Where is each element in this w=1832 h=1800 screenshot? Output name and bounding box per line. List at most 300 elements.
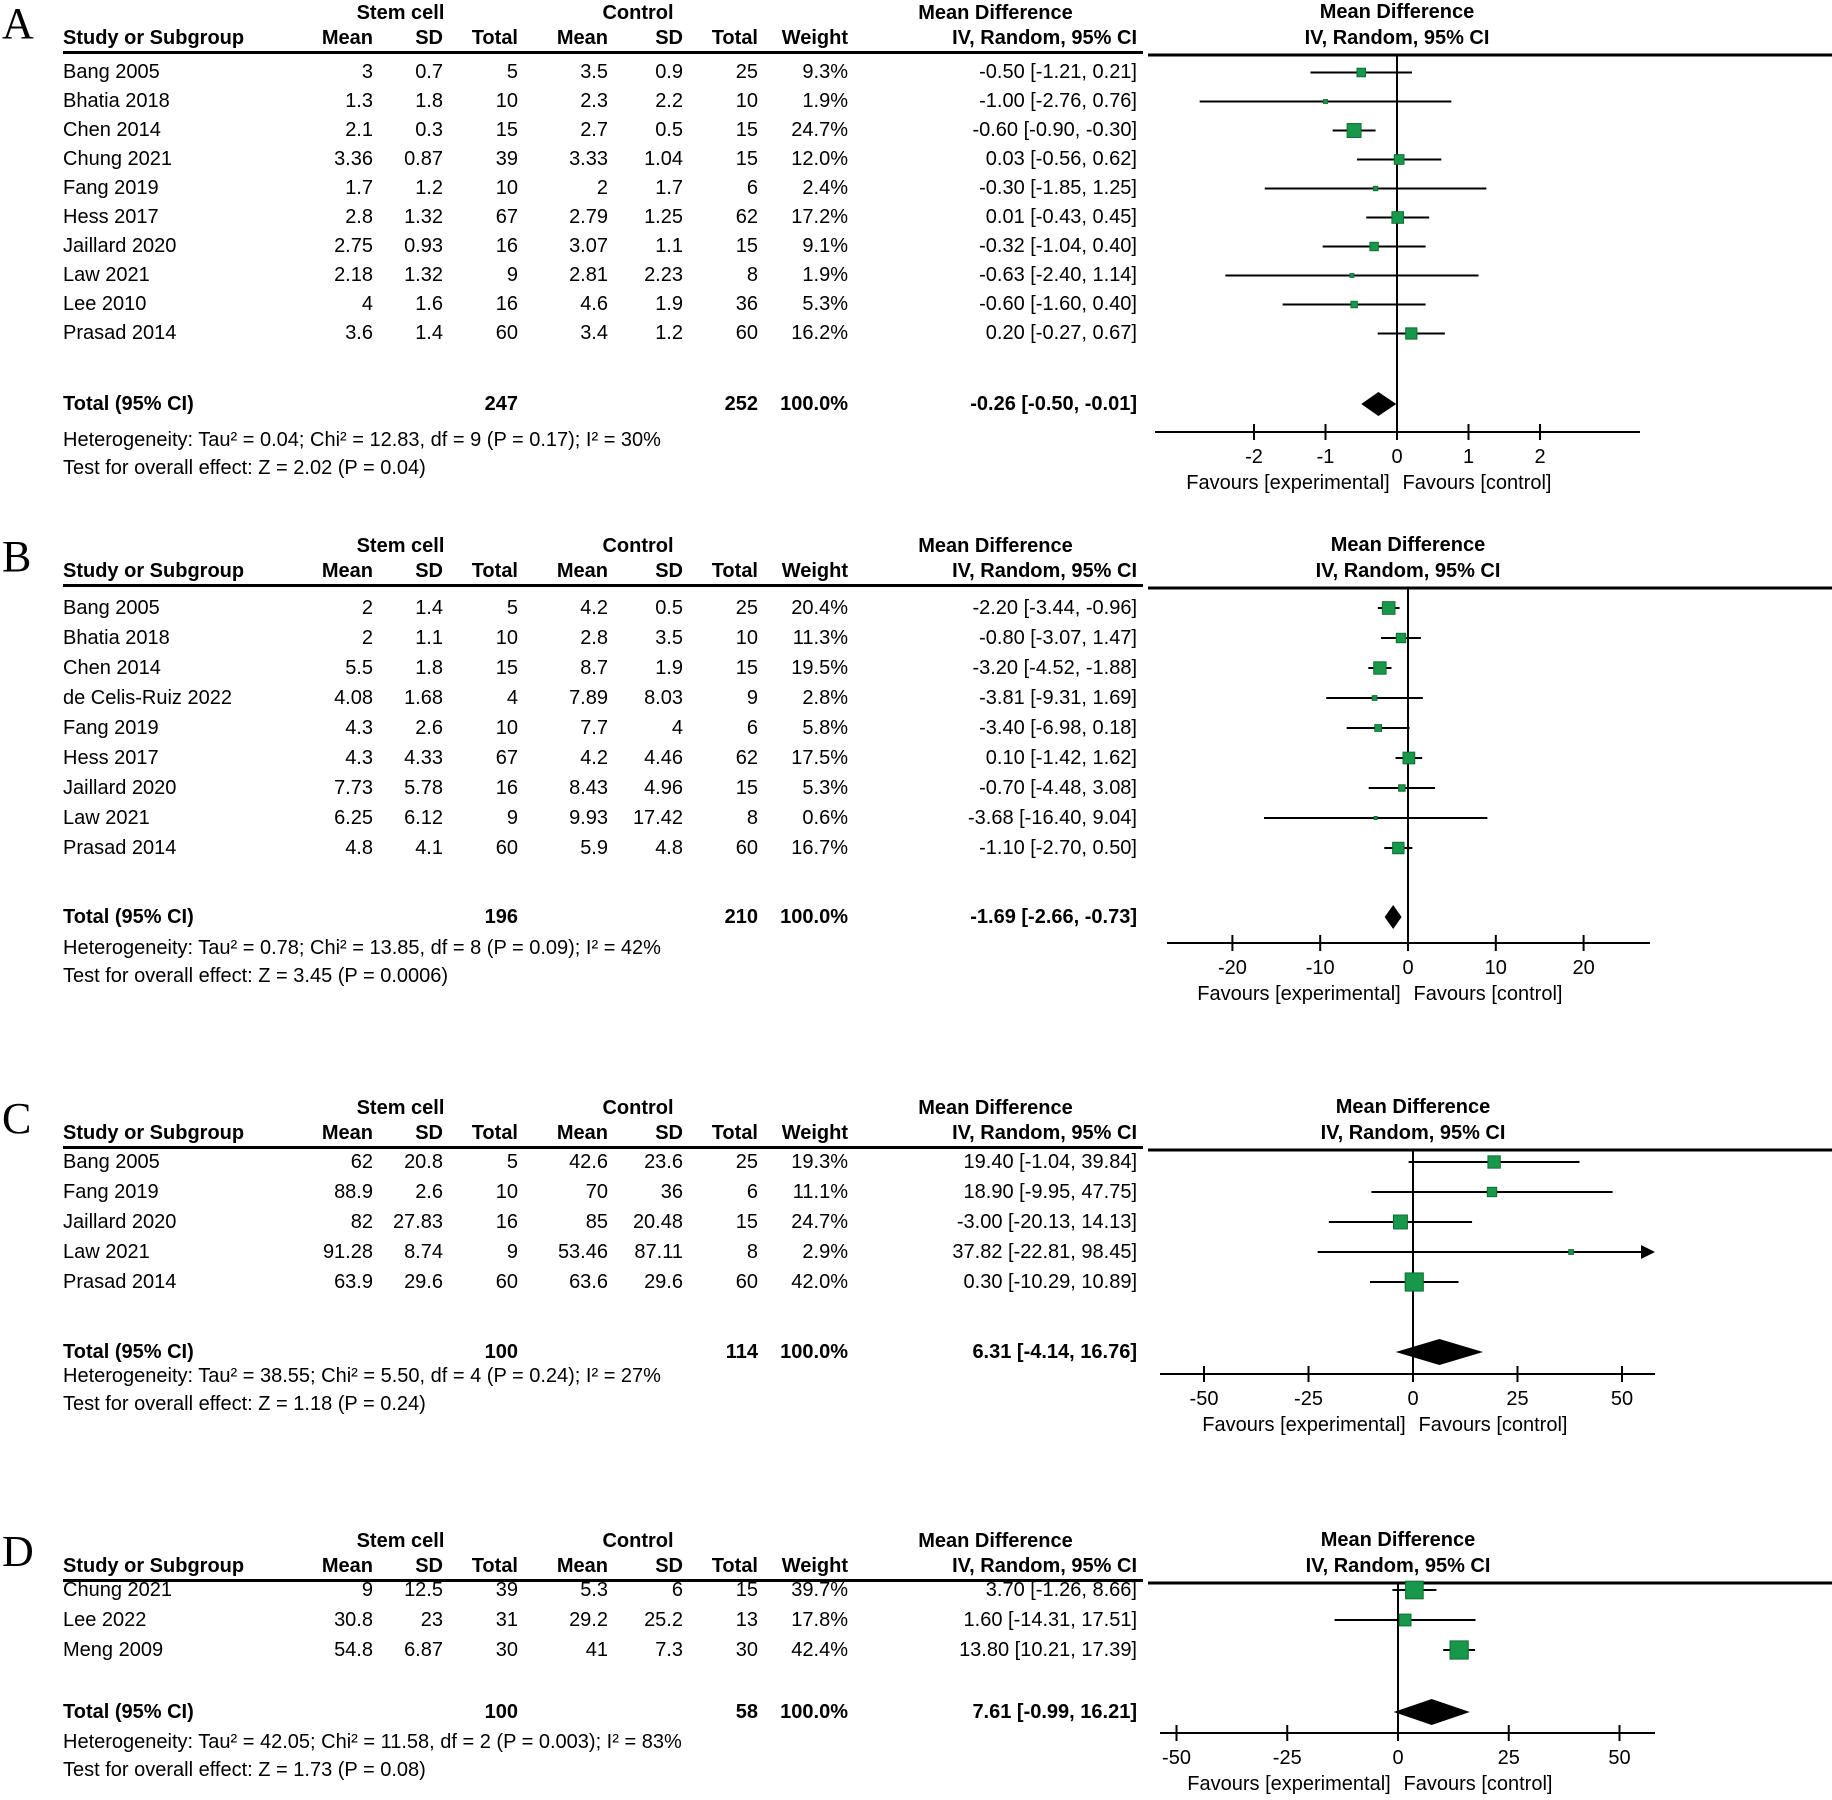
- study-name-cell: Jaillard 2020: [63, 1211, 177, 1233]
- column-header-5: SD: [655, 27, 683, 49]
- study-name-cell: Prasad 2014: [63, 837, 177, 859]
- table-row: [63, 1605, 1143, 1635]
- axis-tick-label: -1: [1316, 446, 1335, 468]
- mean1-cell: 1.3: [345, 90, 373, 112]
- study-name-cell: Bang 2005: [63, 1151, 160, 1173]
- panel-letter: D: [2, 1527, 34, 1576]
- sd2-cell: 1.9: [655, 657, 683, 679]
- heterogeneity-text: Heterogeneity: Tau² = 42.05; Chi² = 11.58, df = 2 (P = 0.003); I² = 83%: [63, 1731, 682, 1753]
- table-row: [63, 593, 1143, 623]
- ci_text-cell: -0.30 [-1.85, 1.25]: [979, 177, 1137, 199]
- sd1-cell: 1.32: [404, 264, 443, 286]
- mean1-cell: 2: [361, 627, 373, 649]
- sd1-cell: 2.6: [415, 1181, 443, 1203]
- column-header-4: Mean: [556, 1555, 608, 1577]
- axis-tick-label: -25: [1294, 1388, 1323, 1410]
- column-header-3: Total: [471, 560, 518, 582]
- mean2-cell: 63.6: [569, 1271, 608, 1293]
- forest-plot: [1148, 1528, 1832, 1800]
- mean2-cell: 2: [596, 177, 608, 199]
- sd2-cell: 6: [671, 1579, 683, 1601]
- weight-cell: 0.6%: [802, 807, 848, 829]
- axis-tick-label: -50: [1189, 1388, 1219, 1410]
- axis-tick-label: 1: [1462, 446, 1475, 468]
- total-label: Total (95% CI): [63, 906, 194, 928]
- n2-cell: 15: [735, 119, 758, 141]
- mean1-cell: 2.18: [334, 264, 373, 286]
- table-row: [63, 203, 1143, 232]
- mean2-cell: 7.7: [580, 717, 608, 739]
- column-header-7: Weight: [781, 560, 848, 582]
- study-name-cell: Hess 2017: [63, 206, 159, 228]
- mean2-cell: 70: [585, 1181, 608, 1203]
- total-ci-cell: 7.61 [-0.99, 16.21]: [972, 1701, 1137, 1723]
- column-header-2: SD: [415, 27, 443, 49]
- n2-cell: 15: [735, 777, 758, 799]
- n1-cell: 60: [495, 322, 518, 344]
- n1-cell: 10: [495, 90, 518, 112]
- n1-cell: 10: [495, 177, 518, 199]
- total-n1-cell: 196: [484, 906, 518, 928]
- weight-cell: 24.7%: [791, 119, 848, 141]
- total-row: [63, 1698, 1143, 1726]
- sd2-cell: 0.5: [655, 597, 683, 619]
- column-header-4: Mean: [556, 1122, 608, 1144]
- study-name-cell: Bang 2005: [63, 61, 160, 83]
- n1-cell: 5: [506, 597, 518, 619]
- group2-header: Control: [602, 1530, 674, 1552]
- plot-method-header: IV, Random, 95% CI: [1320, 1122, 1506, 1144]
- sd1-cell: 23: [420, 1609, 443, 1631]
- effect-square: [1406, 328, 1417, 339]
- table-row: [63, 713, 1143, 743]
- sd2-cell: 2.23: [644, 264, 683, 286]
- effect-square: [1488, 1156, 1500, 1168]
- mean2-cell: 2.81: [569, 264, 608, 286]
- sd1-cell: 0.7: [415, 61, 443, 83]
- favours-right-label: Favours [control]: [1418, 1414, 1568, 1435]
- n1-cell: 5: [506, 1151, 518, 1173]
- sd2-cell: 2.2: [655, 90, 683, 112]
- sd1-cell: 6.12: [404, 807, 443, 829]
- column-header-1: Mean: [321, 27, 373, 49]
- mean1-cell: 2.1: [345, 119, 373, 141]
- table-row: [63, 319, 1143, 348]
- axis-tick-label: 0: [1402, 957, 1414, 979]
- weight-cell: 1.9%: [802, 90, 848, 112]
- table-row: [63, 1267, 1143, 1297]
- weight-cell: 5.3%: [802, 293, 848, 315]
- effect-header: Mean Difference: [918, 1097, 1073, 1119]
- effect-square: [1347, 124, 1361, 138]
- column-header-0: Study or Subgroup: [63, 1555, 245, 1577]
- effect-square: [1399, 785, 1405, 791]
- mean2-cell: 3.33: [569, 148, 608, 170]
- axis-tick-label: -10: [1305, 957, 1335, 979]
- mean2-cell: 4.2: [580, 747, 608, 769]
- mean1-cell: 3.6: [345, 322, 373, 344]
- table-row: [63, 833, 1143, 863]
- sd1-cell: 1.2: [415, 177, 443, 199]
- mean1-cell: 7.73: [334, 777, 373, 799]
- column-header-6: Total: [711, 1122, 758, 1144]
- favours-right-label: Favours [control]: [1413, 983, 1563, 1005]
- column-header-1: Mean: [321, 560, 373, 582]
- total-n1-cell: 100: [484, 1701, 518, 1723]
- column-header-8: IV, Random, 95% CI: [952, 27, 1137, 49]
- total-ci-cell: -1.69 [-2.66, -0.73]: [970, 906, 1137, 928]
- study-name-cell: Lee 2022: [63, 1609, 147, 1631]
- total-diamond: [1361, 392, 1396, 416]
- sd1-cell: 4.33: [404, 747, 443, 769]
- sd2-cell: 87.11: [634, 1241, 683, 1263]
- panel-letter: A: [2, 0, 34, 48]
- ci_text-cell: -0.80 [-3.07, 1.47]: [979, 627, 1137, 649]
- total-n2-cell: 210: [724, 906, 758, 928]
- mean1-cell: 91.28: [322, 1241, 373, 1263]
- table-row: [63, 1177, 1143, 1207]
- mean1-cell: 1.7: [345, 177, 373, 199]
- overall-effect-text: Test for overall effect: Z = 1.18 (P = 0.24): [63, 1393, 426, 1415]
- ci_text-cell: 0.20 [-0.27, 0.67]: [985, 322, 1137, 344]
- plot-method-header: IV, Random, 95% CI: [1315, 560, 1501, 582]
- effect-square: [1393, 842, 1404, 853]
- ci_text-cell: 0.10 [-1.42, 1.62]: [985, 747, 1137, 769]
- column-header-7: Weight: [781, 1122, 848, 1144]
- total-n2-cell: 252: [724, 393, 758, 415]
- weight-cell: 11.1%: [792, 1181, 848, 1203]
- mean2-cell: 2.7: [580, 119, 608, 141]
- mean2-cell: 41: [585, 1639, 608, 1661]
- column-header-6: Total: [711, 27, 758, 49]
- n1-cell: 16: [495, 1211, 518, 1233]
- effect-header: Mean Difference: [918, 2, 1073, 24]
- mean2-cell: 2.3: [580, 90, 608, 112]
- weight-cell: 1.9%: [802, 264, 848, 286]
- effect-square: [1351, 301, 1357, 307]
- n2-cell: 13: [735, 1609, 758, 1631]
- mean2-cell: 85: [585, 1211, 608, 1233]
- overall-effect-text: Test for overall effect: Z = 3.45 (P = 0.0006): [63, 965, 449, 987]
- total-diamond: [1396, 1339, 1483, 1365]
- sd1-cell: 4.1: [415, 837, 443, 859]
- ci_text-cell: -2.20 [-3.44, -0.96]: [972, 597, 1137, 619]
- ci_text-cell: 1.60 [-14.31, 17.51]: [963, 1609, 1137, 1631]
- mean2-cell: 4.6: [580, 293, 608, 315]
- ci_text-cell: -0.50 [-1.21, 0.21]: [979, 61, 1137, 83]
- total-n2-cell: 114: [725, 1341, 758, 1363]
- panel-letter: C: [2, 1094, 32, 1143]
- study-name-cell: Jaillard 2020: [63, 235, 177, 257]
- study-name-cell: de Celis-Ruiz 2022: [63, 687, 232, 709]
- ci_text-cell: 13.80 [10.21, 17.39]: [959, 1639, 1137, 1661]
- n2-cell: 10: [735, 90, 758, 112]
- total-label: Total (95% CI): [63, 1701, 194, 1723]
- total-n1-cell: 100: [484, 1341, 518, 1363]
- axis-tick-label: -2: [1245, 446, 1263, 468]
- effect-square: [1403, 752, 1415, 764]
- n1-cell: 10: [495, 717, 518, 739]
- weight-cell: 17.8%: [791, 1609, 848, 1631]
- table-row: [63, 1635, 1143, 1665]
- weight-cell: 5.8%: [802, 717, 848, 739]
- column-header-2: SD: [415, 560, 443, 582]
- table-row: [63, 58, 1143, 87]
- table-group-header-row: [63, 533, 1143, 559]
- study-name-cell: Fang 2019: [63, 1181, 159, 1203]
- study-name-cell: Jaillard 2020: [63, 777, 177, 799]
- n2-cell: 9: [746, 687, 758, 709]
- overall-effect-text: Test for overall effect: Z = 1.73 (P = 0.08): [63, 1759, 426, 1781]
- table-row: [63, 174, 1143, 203]
- sd2-cell: 36: [660, 1181, 683, 1203]
- sd2-cell: 1.1: [655, 235, 683, 257]
- weight-cell: 16.2%: [791, 322, 848, 344]
- study-name-cell: Bhatia 2018: [63, 627, 170, 649]
- effect-square: [1569, 1250, 1574, 1255]
- column-header-6: Total: [711, 1555, 758, 1577]
- heterogeneity-text: Heterogeneity: Tau² = 0.78; Chi² = 13.85, df = 8 (P = 0.09); I² = 42%: [63, 937, 661, 959]
- table-row: [63, 1207, 1143, 1237]
- favours-right-label: Favours [control]: [1403, 1773, 1553, 1795]
- mean1-cell: 2.8: [345, 206, 373, 228]
- mean1-cell: 62: [350, 1151, 373, 1173]
- sd2-cell: 20.48: [632, 1211, 683, 1233]
- ci_text-cell: -3.20 [-4.52, -1.88]: [972, 657, 1137, 679]
- study-name-cell: Chung 2021: [63, 1579, 172, 1601]
- mean2-cell: 9.93: [569, 807, 608, 829]
- total-n2-cell: 58: [735, 1701, 758, 1723]
- mean2-cell: 42.6: [569, 1151, 608, 1173]
- weight-cell: 2.8%: [802, 687, 848, 709]
- plot-effect-header: Mean Difference: [1330, 534, 1486, 556]
- table-row: [63, 116, 1143, 145]
- n2-cell: 36: [735, 293, 758, 315]
- table-row: [63, 1575, 1143, 1605]
- n1-cell: 10: [495, 627, 518, 649]
- mean1-cell: 30.8: [334, 1609, 373, 1631]
- effect-header: Mean Difference: [918, 1530, 1073, 1552]
- n2-cell: 6: [746, 717, 758, 739]
- sd1-cell: 1.32: [404, 206, 443, 228]
- mean1-cell: 4.3: [345, 747, 373, 769]
- weight-cell: 9.3%: [802, 61, 848, 83]
- weight-cell: 2.4%: [802, 177, 848, 199]
- table-row: [63, 683, 1143, 713]
- axis-tick-label: 0: [1407, 1388, 1419, 1410]
- effect-square: [1405, 1273, 1423, 1291]
- plot-method-header: IV, Random, 95% CI: [1305, 1555, 1491, 1577]
- plot-effect-header: Mean Difference: [1319, 1, 1475, 23]
- sd2-cell: 29.6: [644, 1271, 683, 1293]
- table-row: [63, 1237, 1143, 1267]
- column-header-3: Total: [471, 27, 518, 49]
- mean2-cell: 53.46: [557, 1241, 608, 1263]
- total-weight-cell: 100.0%: [780, 1701, 848, 1723]
- weight-cell: 19.5%: [791, 657, 848, 679]
- n2-cell: 15: [735, 1579, 758, 1601]
- n2-cell: 60: [735, 837, 758, 859]
- column-header-4: Mean: [556, 560, 608, 582]
- total-ci-cell: -0.26 [-0.50, -0.01]: [970, 393, 1137, 415]
- sd2-cell: 1.25: [644, 206, 683, 228]
- effect-square: [1372, 696, 1377, 701]
- sd1-cell: 1.8: [415, 657, 443, 679]
- table-row: [63, 653, 1143, 683]
- ci_text-cell: 3.70 [-1.26, 8.66]: [985, 1579, 1137, 1601]
- heterogeneity-text: Heterogeneity: Tau² = 38.55; Chi² = 5.50, df = 4 (P = 0.24); I² = 27%: [63, 1365, 661, 1387]
- column-header-8: IV, Random, 95% CI: [952, 560, 1137, 582]
- n2-cell: 8: [746, 264, 758, 286]
- mean2-cell: 5.3: [580, 1579, 608, 1601]
- favours-left-label: Favours [experimental]: [1197, 983, 1401, 1005]
- column-header-8: IV, Random, 95% CI: [952, 1122, 1137, 1144]
- sd1-cell: 6.87: [404, 1639, 443, 1661]
- axis-tick-label: 25: [1506, 1388, 1529, 1410]
- n1-cell: 15: [495, 119, 518, 141]
- ci_text-cell: -0.63 [-2.40, 1.14]: [979, 264, 1137, 286]
- effect-square: [1487, 1187, 1496, 1196]
- study-name-cell: Bang 2005: [63, 597, 160, 619]
- ci_text-cell: 0.01 [-0.43, 0.45]: [985, 206, 1137, 228]
- n1-cell: 10: [495, 1181, 518, 1203]
- mean1-cell: 5.5: [345, 657, 373, 679]
- study-name-cell: Law 2021: [63, 1241, 150, 1263]
- total-diamond: [1385, 905, 1402, 929]
- column-header-4: Mean: [556, 27, 608, 49]
- total-label: Total (95% CI): [63, 393, 194, 415]
- sd2-cell: 1.04: [644, 148, 683, 170]
- mean2-cell: 3.5: [580, 61, 608, 83]
- column-header-5: SD: [655, 1555, 683, 1577]
- axis-tick-label: 10: [1484, 957, 1507, 979]
- mean1-cell: 2.75: [334, 235, 373, 257]
- sd2-cell: 0.5: [655, 119, 683, 141]
- panel-c: [0, 1095, 1832, 1435]
- total-n1-cell: 247: [484, 393, 518, 415]
- column-header-5: SD: [655, 560, 683, 582]
- table-row: [63, 145, 1143, 174]
- mean1-cell: 4.3: [345, 717, 373, 739]
- sd2-cell: 7.3: [655, 1639, 683, 1661]
- n1-cell: 67: [495, 747, 518, 769]
- column-header-2: SD: [415, 1555, 443, 1577]
- axis-tick-label: 0: [1392, 1747, 1404, 1769]
- table-row: [63, 87, 1143, 116]
- ci_text-cell: -0.32 [-1.04, 0.40]: [979, 235, 1137, 257]
- effect-square: [1406, 1581, 1424, 1599]
- axis-tick-label: -20: [1217, 957, 1247, 979]
- ci_text-cell: -3.40 [-6.98, 0.18]: [979, 717, 1137, 739]
- favours-left-label: Favours [experimental]: [1202, 1414, 1406, 1435]
- mean2-cell: 3.4: [580, 322, 608, 344]
- column-header-1: Mean: [321, 1555, 373, 1577]
- total-weight-cell: 100.0%: [780, 906, 848, 928]
- column-header-3: Total: [471, 1555, 518, 1577]
- sd2-cell: 3.5: [655, 627, 683, 649]
- ci_text-cell: -0.70 [-4.48, 3.08]: [979, 777, 1137, 799]
- n1-cell: 39: [495, 148, 518, 170]
- favours-left-label: Favours [experimental]: [1187, 1773, 1391, 1795]
- favours-left-label: Favours [experimental]: [1186, 472, 1390, 494]
- n1-cell: 16: [495, 777, 518, 799]
- n2-cell: 62: [735, 206, 758, 228]
- n2-cell: 30: [735, 1639, 758, 1661]
- effect-square: [1396, 633, 1405, 642]
- group1-header: Stem cell: [356, 1530, 445, 1552]
- sd1-cell: 1.68: [404, 687, 443, 709]
- sd1-cell: 5.78: [404, 777, 443, 799]
- axis-tick-label: 0: [1391, 446, 1403, 468]
- mean1-cell: 6.25: [334, 807, 373, 829]
- sd2-cell: 25.2: [644, 1609, 683, 1631]
- effect-square: [1373, 186, 1377, 190]
- n2-cell: 6: [746, 177, 758, 199]
- effect-square: [1374, 817, 1377, 820]
- table-row: [63, 803, 1143, 833]
- study-name-cell: Chen 2014: [63, 119, 161, 141]
- panel-b: [0, 533, 1832, 1013]
- mean2-cell: 8.7: [580, 657, 608, 679]
- effect-square: [1399, 1614, 1411, 1626]
- study-name-cell: Bhatia 2018: [63, 90, 170, 112]
- n2-cell: 15: [735, 235, 758, 257]
- plot-effect-header: Mean Difference: [1335, 1096, 1491, 1118]
- column-header-0: Study or Subgroup: [63, 1122, 245, 1144]
- effect-square: [1375, 725, 1382, 732]
- n1-cell: 39: [495, 1579, 518, 1601]
- mean2-cell: 29.2: [569, 1609, 608, 1631]
- column-header-0: Study or Subgroup: [63, 560, 245, 582]
- panel-letter: B: [2, 532, 32, 581]
- n2-cell: 15: [735, 657, 758, 679]
- total-label: Total (95% CI): [63, 1341, 194, 1363]
- mean1-cell: 88.9: [334, 1181, 373, 1203]
- sd2-cell: 1.2: [655, 322, 683, 344]
- study-name-cell: Fang 2019: [63, 717, 159, 739]
- ci_text-cell: -3.81 [-9.31, 1.69]: [979, 687, 1137, 709]
- weight-cell: 2.9%: [802, 1241, 848, 1263]
- mean2-cell: 3.07: [569, 235, 608, 257]
- n1-cell: 9: [506, 807, 518, 829]
- study-name-cell: Meng 2009: [63, 1639, 164, 1661]
- plot-method-header: IV, Random, 95% CI: [1304, 27, 1490, 49]
- n2-cell: 25: [735, 1151, 758, 1173]
- n1-cell: 15: [495, 657, 518, 679]
- mean1-cell: 2: [361, 597, 373, 619]
- ci_text-cell: 18.90 [-9.95, 47.75]: [963, 1181, 1137, 1203]
- study-name-cell: Prasad 2014: [63, 1271, 177, 1293]
- sd1-cell: 1.1: [415, 627, 443, 649]
- ci_text-cell: -0.60 [-1.60, 0.40]: [979, 293, 1137, 315]
- group1-header: Stem cell: [356, 1097, 445, 1119]
- table-column-header-row: [63, 26, 1143, 54]
- sd1-cell: 8.74: [404, 1241, 443, 1263]
- column-header-5: SD: [655, 1122, 683, 1144]
- n2-cell: 8: [746, 807, 758, 829]
- effect-square: [1324, 100, 1328, 104]
- study-name-cell: Chen 2014: [63, 657, 161, 679]
- effect-square: [1357, 68, 1366, 77]
- sd1-cell: 1.6: [415, 293, 443, 315]
- sd2-cell: 4.46: [644, 747, 683, 769]
- effect-square: [1370, 242, 1378, 250]
- table-row: [63, 232, 1143, 261]
- study-name-cell: Law 2021: [63, 264, 150, 286]
- n2-cell: 15: [735, 1211, 758, 1233]
- total-diamond: [1394, 1699, 1470, 1725]
- n1-cell: 9: [506, 264, 518, 286]
